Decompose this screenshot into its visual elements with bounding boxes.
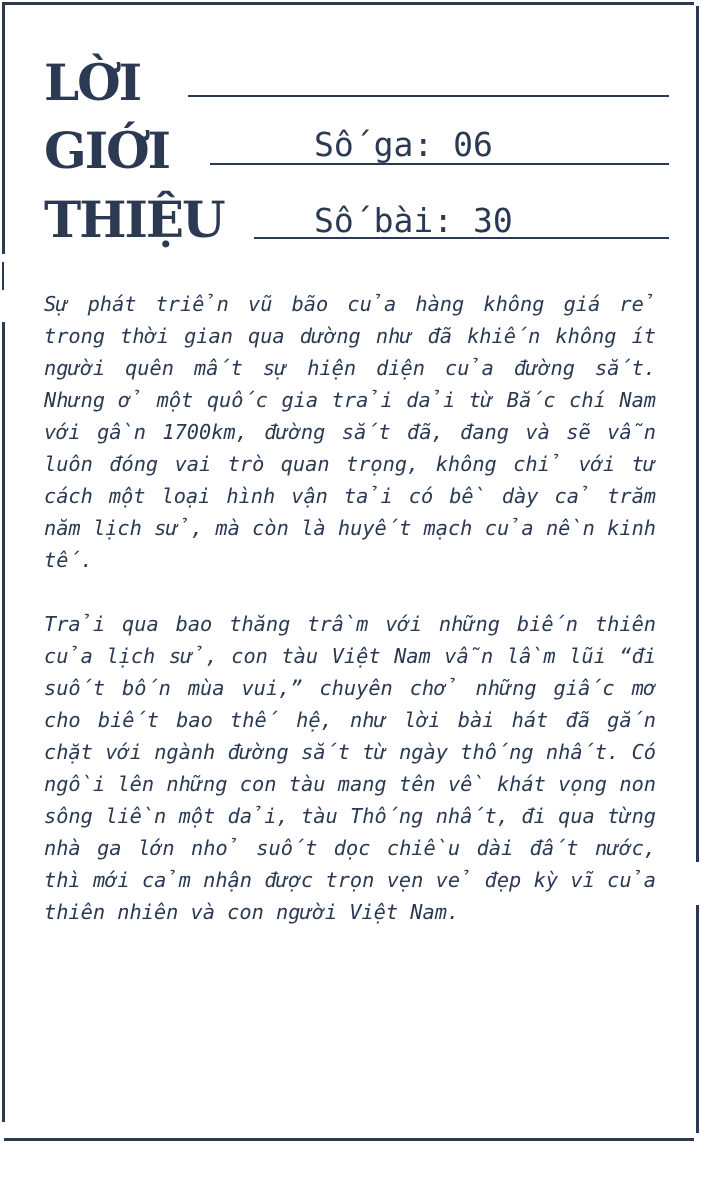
station-number [314,125,493,164]
station-value: 06 [453,125,493,164]
title-line-3: THIỆU [44,190,224,249]
article-value: 30 [472,201,513,240]
title-line-1: LỜI [44,53,141,112]
article-label: Số bài: [314,201,454,240]
frame-left-upper [2,2,5,254]
station-label: Số ga: [314,125,434,164]
article-number [314,201,513,240]
frame-left-mid [2,262,4,290]
frame-right-lower [696,905,699,1133]
frame-right-upper [696,6,699,862]
frame-top [4,2,694,5]
title-line-2: GIỚI [44,121,170,180]
intro-paragraph-1: Sự phát triển vũ bão của hàng không giá rẻ trong thời gian qua dường như đã khiến không ít người quên mất sự hiện diện của đường sắt. Nhưng ở một quốc gia trải dải từ Bắc chí Nam với gần 1700km, đường sắt đã, đang và sẽ vẫn luôn đóng vai trò quan trọng, không chỉ với tư cách một loại hình vận tải có bề dày cả trăm năm lịch sử, mà còn là huyết mạch của nền kinh tế. [44,292,656,572]
intro-paragraph-2: Trải qua bao thăng trầm với những biến thiên của lịch sử, con tàu Việt Nam vẫn lầm lũi “đi suốt bốn mùa vui,” chuyên chở những giấc mơ cho biết bao thế hệ, như lời bài hát đã gắn chặt với ngành đường sắt từ ngày thống nhất. Có ngồi lên những con tàu mang tên về khát vọng non sông liền một dải, tàu Thống nhất, đi qua từng nhà ga lớn nhỏ suốt dọc chiều dài đất nước, thì mới cảm nhận được trọn vẹn vẻ đẹp kỳ vĩ của thiên nhiên và con người Việt Nam. [44,612,656,924]
frame-left-lower [2,322,5,1122]
frame-bottom [4,1138,694,1141]
title-rule-1 [188,95,669,97]
